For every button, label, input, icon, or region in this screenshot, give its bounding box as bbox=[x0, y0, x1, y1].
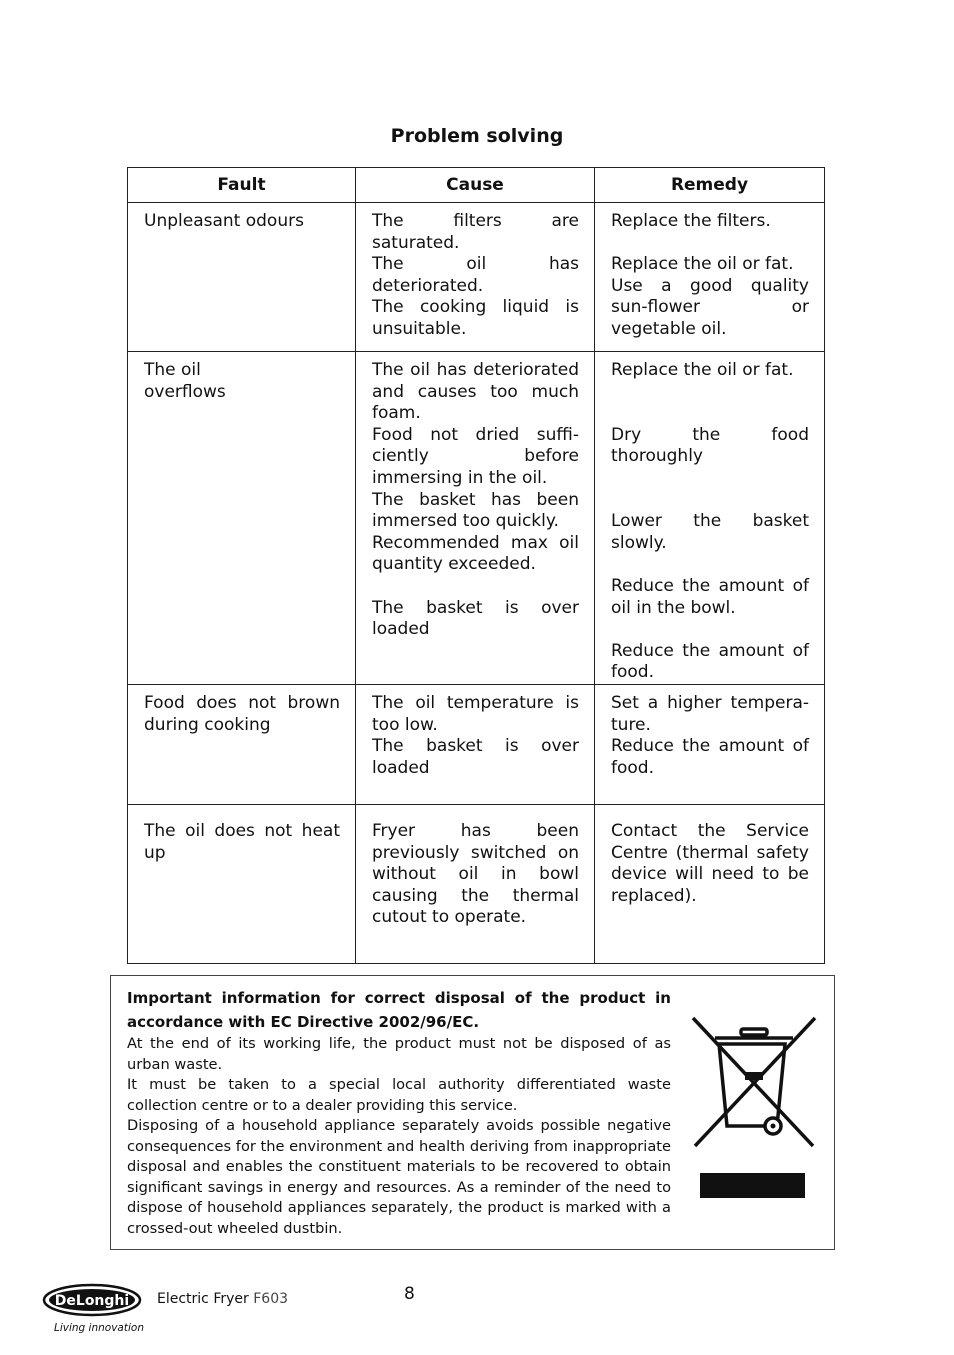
fault-text: The oil overflows bbox=[144, 360, 226, 402]
cause-cell bbox=[356, 684, 595, 804]
fault-cell bbox=[128, 203, 356, 352]
header-remedy: Remedy bbox=[595, 168, 825, 203]
fault-text: The oil does not heat up bbox=[144, 820, 340, 863]
remedy-cell bbox=[595, 203, 825, 352]
delonghi-logo bbox=[42, 1283, 142, 1317]
fault-cell bbox=[128, 352, 356, 685]
fault-cell bbox=[128, 684, 356, 804]
product-name: Electric Fryer bbox=[157, 1291, 249, 1307]
brand-tagline: Living innovation bbox=[54, 1322, 144, 1334]
disposal-paragraph: It must be taken to a special local authority differentiated waste collection centre or to a dealer providing this service. bbox=[127, 1076, 671, 1114]
page-title: Problem solving bbox=[390, 125, 564, 147]
disposal-paragraph: At the end of its working life, the product must not be disposed of as urban waste. bbox=[127, 1035, 671, 1073]
remedy-text: Contact the Service Centre (thermal safety device will need to be replaced). bbox=[611, 820, 809, 906]
cause-text: The filters are saturated. The oil has deteriorated. The cooking liquid is unsuitable. bbox=[372, 211, 579, 339]
product-model: F603 bbox=[253, 1291, 289, 1307]
remedy-cell bbox=[595, 352, 825, 685]
remedy-cell bbox=[595, 684, 825, 804]
header-fault: Fault bbox=[128, 168, 356, 203]
table-row bbox=[128, 804, 825, 963]
fault-text: Food does not brown during cooking bbox=[144, 692, 340, 735]
page-number: 8 bbox=[404, 1284, 415, 1304]
cause-text: The oil has deteriorated and causes too much foam. Food not dried suffi-ciently before immersing in the oil. The basket has been immersed too quickly. Recommended max oil quantity exceeded. The basket is over loaded bbox=[372, 360, 579, 640]
table-row bbox=[128, 203, 825, 352]
table-header-row bbox=[128, 168, 825, 203]
fault-text: Unpleasant odours bbox=[144, 211, 304, 231]
cause-cell bbox=[356, 352, 595, 685]
disposal-text bbox=[127, 986, 671, 1239]
logo-text: DeLonghi bbox=[54, 1293, 130, 1309]
header-cause: Cause bbox=[356, 168, 595, 203]
crossed-out-wheeled-bin-icon bbox=[689, 1016, 819, 1151]
table-row bbox=[128, 352, 825, 685]
problem-solving-table bbox=[127, 167, 825, 964]
cause-cell bbox=[356, 804, 595, 963]
cause-text: Fryer has been previously switched on without oil in bowl causing the thermal cutout to operate. bbox=[372, 820, 579, 928]
marking-bar bbox=[700, 1173, 805, 1198]
fault-cell bbox=[128, 804, 356, 963]
table-row bbox=[128, 684, 825, 804]
remedy-cell bbox=[595, 804, 825, 963]
remedy-text: Set a higher tempera-ture. Reduce the amount of food. bbox=[611, 692, 809, 778]
disposal-notice bbox=[110, 975, 835, 1250]
remedy-text: Replace the filters. Replace the oil or fat. Use a good quality sun-flower or vegetable oil. bbox=[611, 211, 809, 339]
cause-cell bbox=[356, 203, 595, 352]
disposal-paragraph: Disposing of a household appliance separately avoids possible negative consequences for the environment and health deriving from inappropriate disposal and enables the constituent materials to be recovered to obtain significant savings in energy and resources. As a reminder of the need to dispose of household appliances separately, the product is marked with a crossed-out wheeled dustbin. bbox=[127, 1117, 671, 1237]
cause-text: The oil temperature is too low. The basket is over loaded bbox=[372, 692, 579, 778]
remedy-text: Replace the oil or fat. Dry the food thoroughly Lower the basket slowly. Reduce the amount of oil in the bowl. Reduce the amount of food. bbox=[611, 360, 809, 683]
product-label bbox=[157, 1291, 288, 1307]
disposal-heading: Important information for correct disposal of the product in accordance with EC Directive 2002/96/EC. bbox=[127, 989, 671, 1031]
